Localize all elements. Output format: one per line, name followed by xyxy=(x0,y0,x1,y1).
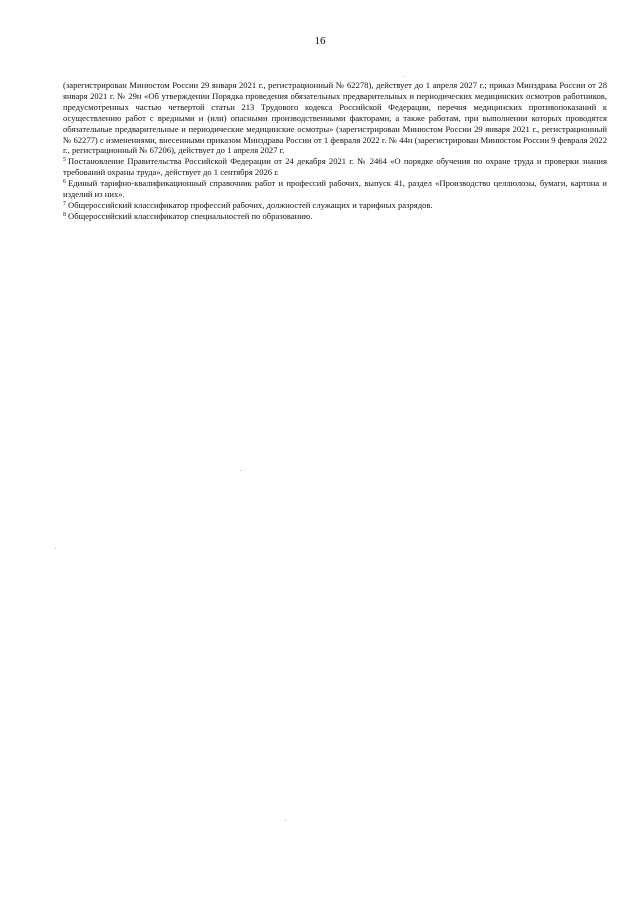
page-number: 16 xyxy=(314,35,326,47)
footnotes-block xyxy=(63,80,607,222)
footnote-marker: 5 xyxy=(63,157,66,164)
footnote-6 xyxy=(63,178,607,200)
scan-speck xyxy=(240,470,241,471)
footnote-8 xyxy=(63,211,607,222)
scan-speck xyxy=(285,820,286,821)
footnote-marker: 8 xyxy=(63,211,66,218)
footnote-marker: 6 xyxy=(63,179,66,186)
footnote-continuation xyxy=(63,80,607,156)
scan-speck xyxy=(404,76,405,77)
footnote-text: Общероссийский классификатор профессий рабочих, должностей служащих и тарифных разрядов. xyxy=(68,199,433,210)
footnote-marker: 7 xyxy=(63,200,66,207)
footnote-text: Единый тарифно-квалификационный справочник работ и профессий рабочих, выпуск 41, раздел «Производство целлюлозы, бумаги, картона и изделий из них». xyxy=(63,178,607,200)
footnote-text: (зарегистрирован Минюстом России 29 января 2021 г., регистрационный № 62278), действует до 1 апреля 2027 г.; приказ Минздрава России от 28 января 2021 г. № 29н «Об утверждении Порядка проведения обязательных предварительных и периодических медицинских осмотров работников, предусмотренных частью четвертой статьи 213 Трудового кодекса Российской Федерации, перечня медицинских противопоказаний к осуществлению работ с вредными и (или) опасными производственными факторами, а также работам, при выполнении которых проводятся обязательные предварительные и периодические медицинские осмотры» (зарегистрирован Минюстом России 29 января 2021 г., регистрационный № 62277) с изменениями, внесенными приказом Минздрава России от 1 февраля 2022 г. № 44н (зарегистрирован Минюстом России 9 февраля 2022 г., регистрационный № 67206), действует до 1 апреля 2027 г. xyxy=(63,80,607,156)
footnote-text: Постановление Правительства Российской Федерации от 24 декабря 2021 г. № 2464 «О порядке обучения по охране труда и проверки знания требований охраны труда», действует до 1 сентября 2026 г. xyxy=(63,156,607,178)
footnote-text: Общероссийский классификатор специальностей по образованию. xyxy=(68,210,313,221)
scan-speck xyxy=(55,548,56,549)
footnote-7 xyxy=(63,200,607,211)
footnote-5 xyxy=(63,156,607,178)
scan-speck xyxy=(298,222,299,223)
